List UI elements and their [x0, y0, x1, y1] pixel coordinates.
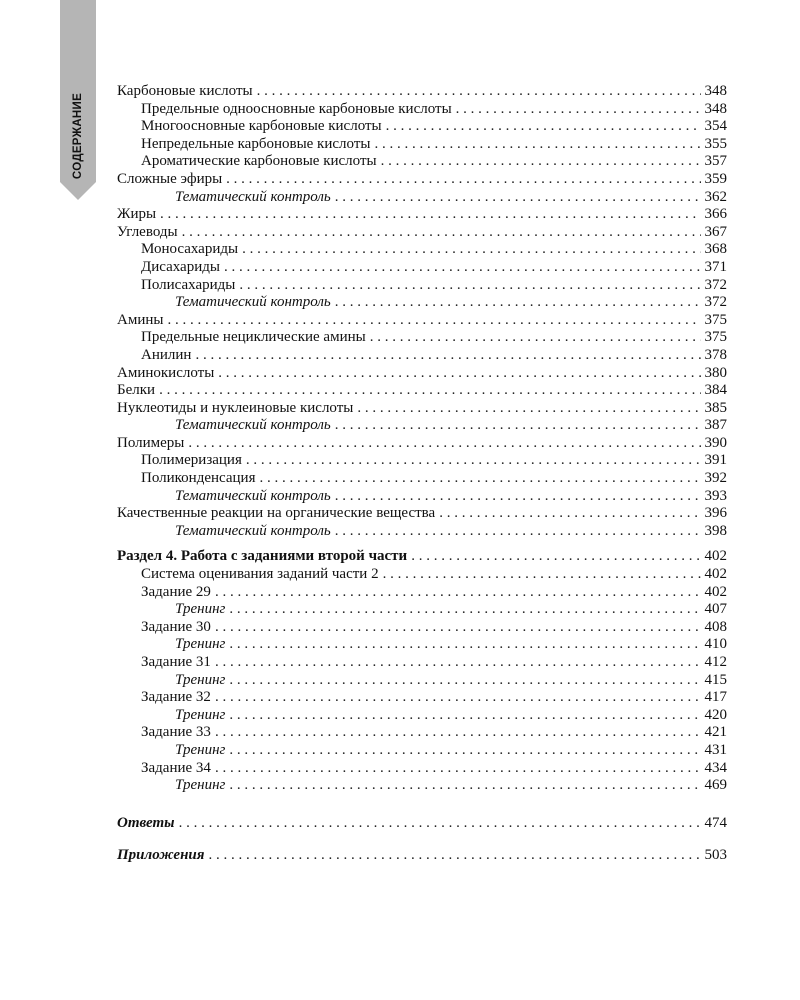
toc-entry[interactable]: [117, 400, 727, 418]
toc-entry-title: Тематический контроль: [175, 522, 331, 539]
toc-entry-title: Аминокислоты: [117, 364, 215, 381]
dot-leader: [374, 136, 700, 154]
dot-leader: [386, 118, 701, 136]
dot-leader: [239, 277, 700, 295]
dot-leader: [381, 153, 701, 171]
toc-entry[interactable]: [117, 452, 727, 470]
toc-entry[interactable]: [117, 153, 727, 171]
dot-leader: [229, 601, 700, 619]
toc-entry[interactable]: [117, 777, 727, 795]
dot-leader: [215, 760, 701, 778]
toc-entry[interactable]: [117, 171, 727, 189]
toc-entry-title: Раздел 4. Работа с заданиями второй части: [117, 548, 408, 565]
dot-leader: [167, 312, 700, 330]
toc-entry[interactable]: [117, 118, 727, 136]
dot-leader: [188, 435, 700, 453]
toc-entry[interactable]: [117, 417, 727, 435]
dot-leader: [229, 742, 700, 760]
toc-entry-page: 387: [704, 417, 727, 434]
toc-entry-page: 390: [704, 434, 727, 451]
toc-entry[interactable]: [117, 672, 727, 690]
dot-leader: [242, 241, 700, 259]
toc-entry[interactable]: [117, 488, 727, 506]
toc-entry-page: 421: [704, 724, 727, 741]
toc-entry[interactable]: [117, 294, 727, 312]
toc-entry[interactable]: [117, 636, 727, 654]
toc-entry-title: Карбоновые кислоты: [117, 83, 253, 99]
toc-entry-title: Полимеризация: [141, 452, 242, 469]
toc-entry-title: Задание 30: [141, 618, 211, 635]
dot-leader: [335, 523, 701, 541]
toc-entry-title: Предельные одноосновные карбоновые кислоты: [141, 100, 452, 117]
dot-leader: [215, 619, 701, 637]
toc-entry-title: Полисахариды: [141, 276, 236, 293]
toc-entry-title: Тематический контроль: [175, 487, 331, 504]
toc-entry-title: Тренинг: [175, 601, 226, 618]
toc-entry-page: 375: [704, 329, 727, 346]
dot-leader: [229, 707, 700, 725]
toc-entry-page: 372: [704, 276, 727, 293]
dot-leader: [370, 329, 701, 347]
toc-entry-title: Качественные реакции на органические вещества: [117, 505, 436, 522]
toc-entry-title: Белки: [117, 382, 156, 399]
toc-entry-page: 359: [704, 170, 727, 187]
toc-entry-page: 385: [704, 399, 727, 416]
toc-entry-page: 355: [704, 135, 727, 152]
dot-leader: [179, 815, 701, 833]
toc-entry-title: Дисахариды: [141, 258, 220, 275]
toc-entry-page: 357: [704, 153, 727, 170]
dot-leader: [439, 505, 700, 523]
toc-entry-title: Задание 34: [141, 759, 211, 776]
toc-entry-page: 415: [704, 671, 727, 688]
toc-entry-title: Приложения: [117, 847, 205, 864]
toc-entry-title: Тематический контроль: [175, 294, 331, 311]
toc-entry[interactable]: [117, 847, 727, 865]
dot-leader: [335, 294, 701, 312]
toc-entry-page: 402: [704, 566, 727, 583]
toc-entry-page: 362: [704, 188, 727, 205]
toc-entry[interactable]: [117, 566, 727, 584]
dot-leader: [383, 566, 701, 584]
dot-leader: [246, 452, 701, 470]
toc-entry[interactable]: [117, 136, 727, 154]
toc-entry-page: 412: [704, 654, 727, 670]
toc-entry[interactable]: [117, 206, 727, 224]
toc-entry[interactable]: [117, 815, 727, 833]
toc-entry[interactable]: [117, 83, 727, 101]
toc-entry-page: 402: [704, 583, 727, 600]
toc-entry-title: Система оценивания заданий части 2: [141, 566, 379, 583]
dot-leader: [259, 470, 700, 488]
toc-entry[interactable]: [117, 601, 727, 619]
toc-entry-page: 391: [704, 452, 727, 469]
toc-entry[interactable]: [117, 365, 727, 383]
toc-spacer: [117, 540, 727, 548]
toc-entry-page: 348: [704, 100, 727, 117]
toc-entry[interactable]: [117, 707, 727, 725]
dot-leader: [160, 206, 700, 224]
dot-leader: [159, 382, 700, 400]
dot-leader: [208, 847, 700, 865]
toc-entry[interactable]: [117, 742, 727, 760]
toc-entry-title: Тематический контроль: [175, 188, 331, 205]
toc-entry-title: Тренинг: [175, 741, 226, 758]
toc-entry-page: 393: [704, 487, 727, 504]
toc-entry-page: 384: [704, 382, 727, 399]
toc-entry[interactable]: [117, 724, 727, 742]
toc-entry-page: 396: [704, 505, 727, 522]
toc-entry[interactable]: [117, 548, 727, 566]
toc-entry-page: 392: [704, 470, 727, 487]
toc-spacer: [117, 832, 727, 847]
toc-entry[interactable]: [117, 277, 727, 295]
toc-entry-page: 348: [704, 83, 727, 99]
dot-leader: [215, 654, 701, 672]
toc-entry-page: 420: [704, 706, 727, 723]
toc-entry[interactable]: [117, 619, 727, 637]
toc-entry[interactable]: [117, 523, 727, 541]
toc-entry[interactable]: [117, 760, 727, 778]
dot-leader: [195, 347, 700, 365]
toc-entry-title: Нуклеотиды и нуклеиновые кислоты: [117, 399, 354, 416]
toc-entry-title: Углеводы: [117, 223, 178, 240]
toc-entry-title: Тренинг: [175, 706, 226, 723]
toc-entry-title: Задание 31: [141, 654, 211, 670]
toc-entry-title: Тренинг: [175, 636, 226, 653]
toc-entry-page: 407: [704, 601, 727, 618]
toc-entry-page: 368: [704, 241, 727, 258]
toc-entry-title: Амины: [117, 311, 164, 328]
toc-entry-title: Анилин: [141, 346, 192, 363]
toc-entry-page: 354: [704, 118, 727, 135]
toc-entry-page: 417: [704, 689, 727, 706]
toc-entry[interactable]: [117, 259, 727, 277]
toc-entry[interactable]: [117, 654, 727, 672]
toc-entry-title: Полимеры: [117, 434, 185, 451]
dot-leader: [215, 584, 701, 602]
dot-leader: [226, 171, 700, 189]
toc-entry-page: 431: [704, 741, 727, 758]
toc-entry[interactable]: [117, 347, 727, 365]
toc-entry[interactable]: [117, 101, 727, 119]
toc-entry-page: 408: [704, 618, 727, 635]
toc-entry-title: Ароматические карбоновые кислоты: [141, 153, 377, 170]
toc-entry[interactable]: [117, 329, 727, 347]
toc-entry-title: Жиры: [117, 206, 157, 223]
dot-leader: [456, 101, 701, 119]
toc-entry[interactable]: [117, 435, 727, 453]
toc-entry-title: Задание 29: [141, 583, 211, 600]
table-of-contents: [117, 83, 727, 865]
dot-leader: [224, 259, 701, 277]
toc-entry-title: Предельные нециклические амины: [141, 329, 366, 346]
toc-entry-page: 474: [704, 814, 727, 831]
toc-entry-title: Задание 32: [141, 689, 211, 706]
toc-entry-page: 434: [704, 759, 727, 776]
toc-entry[interactable]: [117, 382, 727, 400]
toc-entry-title: Тренинг: [175, 777, 226, 794]
dot-leader: [229, 777, 700, 795]
toc-entry-page: 371: [704, 258, 727, 275]
toc-entry[interactable]: [117, 241, 727, 259]
toc-spacer: [117, 795, 727, 815]
toc-entry-page: 469: [704, 777, 727, 794]
toc-entry[interactable]: [117, 470, 727, 488]
toc-entry[interactable]: [117, 689, 727, 707]
toc-entry-page: 378: [704, 346, 727, 363]
toc-entry-title: Многоосновные карбоновые кислоты: [141, 118, 382, 135]
toc-entry-page: 372: [704, 294, 727, 311]
side-tab-label: СОДЕРЖАНИЕ: [72, 92, 84, 180]
toc-entry-title: Тренинг: [175, 671, 226, 688]
toc-entry-title: Поликонденсация: [141, 470, 256, 487]
toc-entry[interactable]: [117, 505, 727, 523]
dot-leader: [257, 83, 701, 101]
dot-leader: [229, 672, 700, 690]
toc-entry-page: 367: [704, 223, 727, 240]
dot-leader: [182, 224, 701, 242]
toc-entry-page: 503: [704, 847, 727, 864]
toc-entry-page: 380: [704, 364, 727, 381]
toc-entry-page: 375: [704, 311, 727, 328]
toc-entry[interactable]: [117, 224, 727, 242]
toc-entry-title: Ответы: [117, 814, 175, 831]
dot-leader: [229, 636, 700, 654]
toc-entry-title: Сложные эфиры: [117, 170, 223, 187]
dot-leader: [357, 400, 700, 418]
dot-leader: [215, 689, 701, 707]
dot-leader: [411, 548, 700, 566]
toc-entry-title: Моносахариды: [141, 241, 239, 258]
toc-entry[interactable]: [117, 189, 727, 207]
toc-entry-page: 410: [704, 636, 727, 653]
toc-entry-title: Задание 33: [141, 724, 211, 741]
dot-leader: [335, 189, 701, 207]
toc-entry-title: Непредельные карбоновые кислоты: [141, 135, 371, 152]
dot-leader: [335, 488, 701, 506]
toc-entry[interactable]: [117, 584, 727, 602]
toc-entry-page: 366: [704, 206, 727, 223]
toc-entry-page: 398: [704, 522, 727, 539]
dot-leader: [335, 417, 701, 435]
dot-leader: [215, 724, 701, 742]
dot-leader: [218, 365, 700, 383]
toc-entry-title: Тематический контроль: [175, 417, 331, 434]
toc-entry-page: 402: [704, 548, 727, 565]
toc-entry[interactable]: [117, 312, 727, 330]
